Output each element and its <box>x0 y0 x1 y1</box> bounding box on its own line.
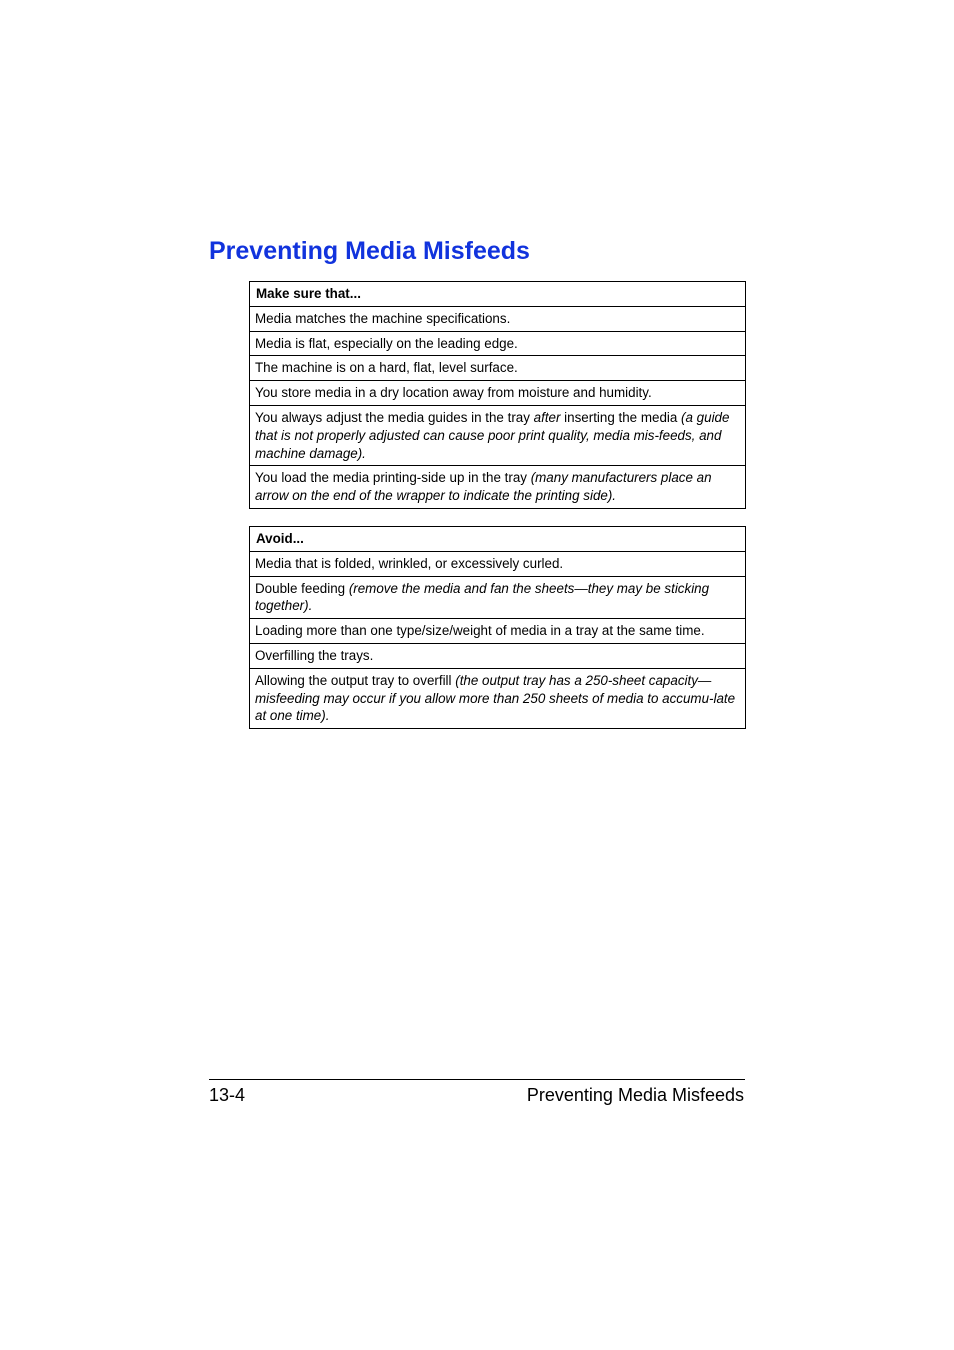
table-row <box>250 405 746 465</box>
avoid-item <box>250 668 746 728</box>
table-header-row <box>250 527 746 552</box>
make-sure-table <box>249 281 746 509</box>
avoid-item: Media that is folded, wrinkled, or excessively curled. <box>250 551 746 576</box>
page-number: 13-4 <box>209 1085 246 1105</box>
item-text: Double feeding <box>255 580 349 596</box>
table-row <box>250 619 746 644</box>
item-text: Allowing the output tray to overfill <box>255 672 456 688</box>
table-row <box>250 331 746 356</box>
footer-section-title: Preventing Media Misfeeds <box>526 1085 744 1105</box>
table-row <box>250 466 746 509</box>
table-row <box>250 643 746 668</box>
table-row <box>250 306 746 331</box>
avoid-item: Loading more than one type/size/weight of media in a tray at the same time. <box>250 619 746 644</box>
page-title: Preventing Media Misfeeds <box>209 237 530 265</box>
table-row <box>250 576 746 619</box>
make-sure-item <box>250 405 746 465</box>
item-note: (remove the media and fan the sheets—they may be sticking together). <box>255 580 710 614</box>
item-text: You always adjust the media guides in the tray <box>255 409 534 425</box>
item-note: (the output tray has a 250-sheet capacity—misfeeding may occur if you allow more than 250 sheets of media to accumu-late at one time). <box>255 672 736 724</box>
footer-divider <box>209 1079 745 1080</box>
make-sure-item: You store media in a dry location away from moisture and humidity. <box>250 381 746 406</box>
table-row <box>250 356 746 381</box>
table-header-row <box>250 282 746 307</box>
item-text: inserting the media <box>560 409 682 425</box>
make-sure-item: Media matches the machine specifications. <box>250 306 746 331</box>
avoid-item: Overfilling the trays. <box>250 643 746 668</box>
avoid-table <box>249 526 746 729</box>
table-row <box>250 551 746 576</box>
item-note: (many manufacturers place an arrow on the end of the wrapper to indicate the printing side). <box>255 470 712 504</box>
make-sure-item: Media is flat, especially on the leading edge. <box>250 331 746 356</box>
item-note: (a guide that is not properly adjusted can cause poor print quality, media mis-feeds, and machine damage). <box>255 409 730 461</box>
table-row <box>250 381 746 406</box>
make-sure-header: Make sure that... <box>250 282 746 307</box>
table-row <box>250 668 746 728</box>
item-emphasis: after <box>533 409 561 425</box>
avoid-item <box>250 576 746 619</box>
item-text: You load the media printing-side up in the tray <box>255 470 531 486</box>
avoid-header: Avoid... <box>250 527 746 552</box>
make-sure-item <box>250 466 746 509</box>
make-sure-item: The machine is on a hard, flat, level surface. <box>250 356 746 381</box>
